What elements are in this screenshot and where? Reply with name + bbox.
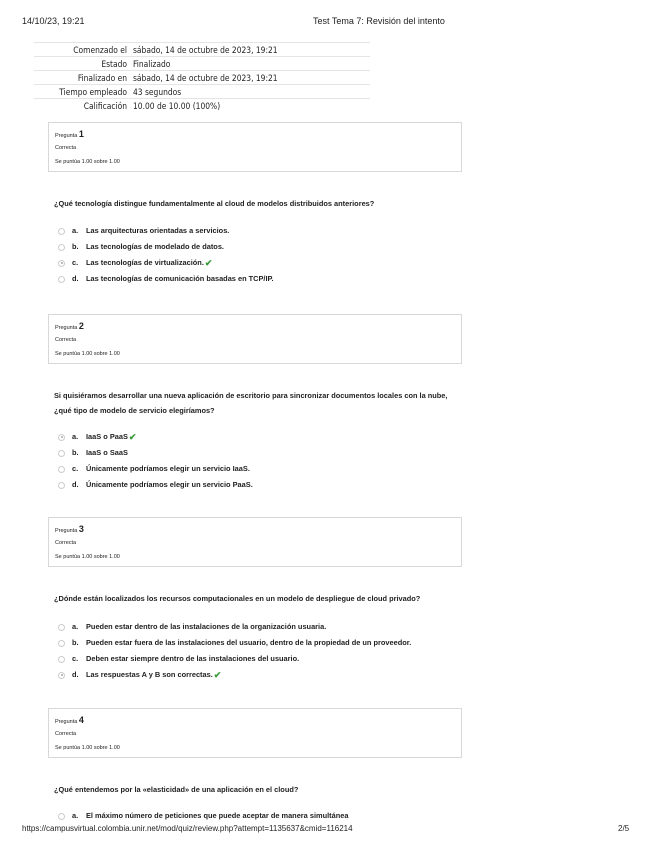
option-text: Únicamente podríamos elegir un servicio PaaS. <box>86 480 253 489</box>
option-text: Deben estar siempre dentro de las instalaciones del usuario. <box>86 654 300 663</box>
answer-options <box>58 223 274 287</box>
checkmark-icon: ✔ <box>213 670 222 680</box>
question-label: Pregunta <box>55 325 78 331</box>
answer-option[interactable] <box>58 271 274 287</box>
option-text: Las arquitecturas orientadas a servicios. <box>86 226 230 235</box>
question-info-box <box>48 517 462 567</box>
checkmark-icon: ✔ <box>204 258 213 268</box>
radio-button[interactable] <box>58 813 65 820</box>
option-text: IaaS o PaaS <box>86 432 128 441</box>
radio-button[interactable] <box>58 672 65 679</box>
answer-option[interactable] <box>58 239 274 255</box>
question-status: Correcta <box>55 337 77 343</box>
option-letter: c. <box>72 464 79 473</box>
summary-value: 10.00 de 10.00 (100%) <box>130 99 370 113</box>
option-letter: d. <box>72 274 79 283</box>
radio-button[interactable] <box>58 260 65 267</box>
summary-row <box>34 71 370 85</box>
option-text: Las tecnologías de virtualización. <box>86 258 204 267</box>
question-score: Se puntúa 1.00 sobre 1.00 <box>55 159 120 165</box>
summary-label: Calificación <box>34 99 130 113</box>
option-letter: b. <box>72 242 79 251</box>
question-score: Se puntúa 1.00 sobre 1.00 <box>55 554 120 560</box>
question-info-box <box>48 708 462 758</box>
radio-button[interactable] <box>58 244 65 251</box>
radio-button[interactable] <box>58 450 65 457</box>
print-datetime: 14/10/23, 19:21 <box>22 16 85 26</box>
answer-options <box>58 619 411 683</box>
question-label: Pregunta <box>55 719 78 725</box>
print-title: Test Tema 7: Revisión del intento <box>313 16 445 26</box>
question-text: ¿Qué tecnología distingue fundamentalmente al cloud de modelos distribuidos anteriores? <box>54 199 375 208</box>
option-letter: a. <box>72 432 79 441</box>
radio-button[interactable] <box>58 434 65 441</box>
checkmark-icon: ✔ <box>128 432 137 442</box>
option-text: Las respuestas A y B son correctas. <box>86 670 213 679</box>
summary-row <box>34 57 370 71</box>
option-letter: a. <box>72 622 79 631</box>
option-text: Las tecnologías de modelado de datos. <box>86 242 224 251</box>
radio-button[interactable] <box>58 466 65 473</box>
question-text: ¿Dónde están localizados los recursos computacionales en un modelo de despliegue de cloud privado? <box>54 594 421 603</box>
answer-option[interactable] <box>58 667 411 683</box>
answer-option[interactable] <box>58 635 411 651</box>
answer-option[interactable] <box>58 477 253 493</box>
footer-page-number: 2/5 <box>618 824 630 833</box>
option-text: IaaS o SaaS <box>86 448 128 457</box>
question-number: 2 <box>78 321 84 331</box>
summary-label: Estado <box>34 57 130 71</box>
question-status: Correcta <box>55 145 77 151</box>
summary-value: sábado, 14 de octubre de 2023, 19:21 <box>130 71 370 85</box>
answer-option[interactable] <box>58 619 411 635</box>
question-text: Si quisiéramos desarrollar una nueva aplicación de escritorio para sincronizar documentos locales con la nube, ¿qué tipo de modelo de servicio elegiríamos? <box>54 391 448 415</box>
summary-row <box>34 43 370 57</box>
option-text: Únicamente podríamos elegir un servicio IaaS. <box>86 464 250 473</box>
option-letter: d. <box>72 480 79 489</box>
summary-label: Comenzado el <box>34 43 130 57</box>
summary-value: Finalizado <box>130 57 370 71</box>
option-letter: d. <box>72 670 79 679</box>
footer-url: https://campusvirtual.colombia.unir.net/mod/quiz/review.php?attempt=1135637&cmid=116214 <box>22 824 353 833</box>
attempt-summary-table <box>34 42 370 112</box>
question-status: Correcta <box>55 731 77 737</box>
radio-button[interactable] <box>58 656 65 663</box>
summary-row <box>34 85 370 99</box>
question-label: Pregunta <box>55 133 78 139</box>
question-number: 1 <box>78 129 84 139</box>
option-text: El máximo número de peticiones que puede aceptar de manera simultánea <box>86 811 349 820</box>
option-text: Pueden estar fuera de las instalaciones del usuario, dentro de la propiedad de un proveedor. <box>86 638 412 647</box>
summary-label: Finalizado en <box>34 71 130 85</box>
radio-button[interactable] <box>58 228 65 235</box>
option-letter: a. <box>72 811 79 820</box>
summary-value: sábado, 14 de octubre de 2023, 19:21 <box>130 43 370 57</box>
answer-option[interactable] <box>58 461 253 477</box>
answer-option[interactable] <box>58 429 253 445</box>
option-letter: b. <box>72 638 79 647</box>
question-status: Correcta <box>55 540 77 546</box>
question-score: Se puntúa 1.00 sobre 1.00 <box>55 351 120 357</box>
question-info-box <box>48 122 462 172</box>
summary-label: Tiempo empleado <box>34 85 130 99</box>
answer-option[interactable] <box>58 445 253 461</box>
question-label: Pregunta <box>55 528 78 534</box>
radio-button[interactable] <box>58 640 65 647</box>
question-number: 4 <box>78 715 84 725</box>
option-letter: c. <box>72 258 79 267</box>
answer-option[interactable] <box>58 255 274 271</box>
answer-options <box>58 429 253 493</box>
answer-option[interactable] <box>58 651 411 667</box>
question-score: Se puntúa 1.00 sobre 1.00 <box>55 745 120 751</box>
radio-button[interactable] <box>58 276 65 283</box>
answer-option[interactable] <box>58 808 348 824</box>
answer-options <box>58 808 348 824</box>
option-letter: a. <box>72 226 79 235</box>
question-info-box <box>48 314 462 364</box>
question-number: 3 <box>78 524 84 534</box>
radio-button[interactable] <box>58 624 65 631</box>
question-text: ¿Qué entendemos por la «elasticidad» de una aplicación en el cloud? <box>54 785 299 794</box>
option-text: Pueden estar dentro de las instalaciones de la organización usuaria. <box>86 622 327 631</box>
option-text: Las tecnologías de comunicación basadas en TCP/IP. <box>86 274 274 283</box>
radio-button[interactable] <box>58 482 65 489</box>
answer-option[interactable] <box>58 223 274 239</box>
summary-value: 43 segundos <box>130 85 370 99</box>
summary-row <box>34 99 370 113</box>
option-letter: b. <box>72 448 79 457</box>
option-letter: c. <box>72 654 79 663</box>
